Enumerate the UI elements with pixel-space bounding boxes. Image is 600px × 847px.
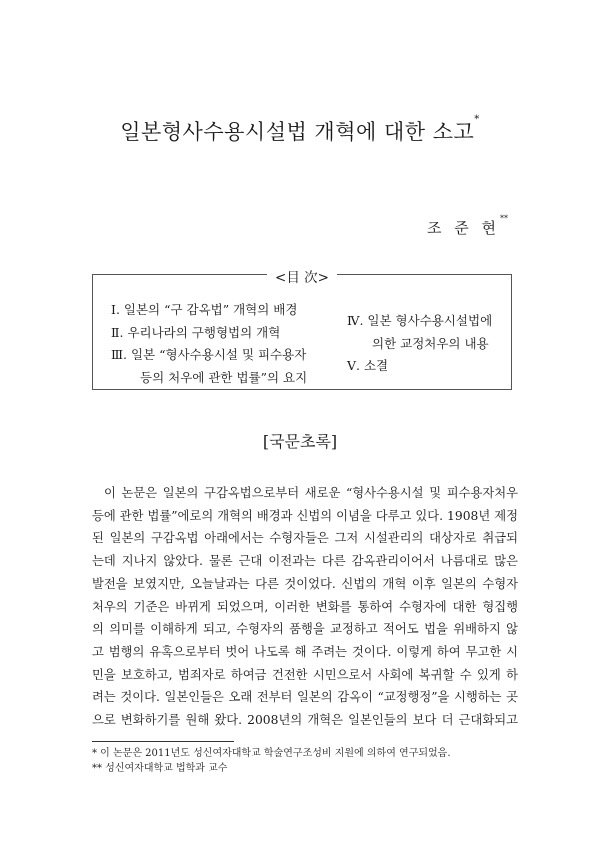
body-line: 등에 관한 법률”에로의 개혁의 배경과 신법의 이념을 다루고 있다. 1908년 제정 xyxy=(92,508,518,523)
toc-item-4: Ⅳ. 일본 형사수용시설법에 xyxy=(347,313,493,328)
toc-heading xyxy=(93,266,511,286)
title-footnote-mark: * xyxy=(474,114,480,125)
body-line: 의 의미를 이해하게 되고, 수형자의 품행을 교정하고 적어도 법을 위배하지 않 xyxy=(92,622,518,637)
toc-item-3-continued: 등의 처우에 관한 법률”의 요지 xyxy=(140,369,308,385)
paper-title-text: 일본형사수용시설법 개혁에 대한 소고 xyxy=(120,120,475,144)
footnotes xyxy=(92,746,451,776)
body-line: 고 범행의 유혹으로부터 벗어 나도록 해 주려는 것이다. 이렇게 하여 무고한 시 xyxy=(92,644,518,659)
toc-item-1: Ⅰ. 일본의 “구 감옥법” 개혁의 배경 xyxy=(111,302,298,317)
body-line: 발전을 보였지만, 오늘날과는 다른 것이었다. 신법의 개혁 이후 일본의 수형자 xyxy=(92,576,518,591)
toc-right-column xyxy=(347,310,492,378)
footnote-divider xyxy=(92,741,234,742)
footnote-1: * 이 논문은 2011년도 성신여자대학교 학술연구조성비 지원에 의하여 연구되었음. xyxy=(92,748,451,759)
toc-left-column xyxy=(111,299,307,389)
body-line: 려는 것이다. 일본인들은 오래 전부터 일본의 감옥이 “교정행정”을 시행하는 곳 xyxy=(92,690,518,705)
body-line: 이 논문은 일본의 구감옥법으로부터 새로운 “형사수용시설 및 피수용자처우 xyxy=(104,486,518,500)
abstract-body xyxy=(92,482,518,732)
body-line: 민을 보호하고, 범죄자로 하여금 건전한 시민으로서 사회에 복귀할 수 있게 하 xyxy=(92,667,518,682)
author-footnote-mark: ** xyxy=(500,214,508,223)
table-of-contents xyxy=(92,270,512,390)
body-line: 처우의 기준은 바뀌게 되었으며, 이러한 변화를 통하여 수형자에 대한 형집행 xyxy=(92,599,518,614)
body-line: 는데 지나지 않았다. 물론 근대 이전과는 다른 감옥관리이어서 나름대로 많은 xyxy=(92,554,518,569)
toc-heading-text: <目 次> xyxy=(267,270,337,286)
abstract-heading: [국문초록] xyxy=(262,432,338,451)
toc-item-2: Ⅱ. 우리나라의 구행형법의 개혁 xyxy=(111,324,281,340)
author-name xyxy=(426,214,508,238)
body-line: 으로 변화하기를 원해 왔다. 2008년의 개혁은 일본인들의 보다 더 근대화되고 xyxy=(92,713,518,728)
footnote-2: ** 성신여자대학교 법학과 교수 xyxy=(92,763,228,774)
toc-item-4-continued: 의한 교정처우의 내용 xyxy=(372,335,489,351)
toc-item-5: Ⅴ. 소결 xyxy=(347,358,389,373)
toc-item-3: Ⅲ. 일본 “형사수용시설 및 피수용자 xyxy=(111,347,307,362)
paper-title xyxy=(0,116,600,146)
author-name-text: 조 준 현 xyxy=(426,219,500,237)
body-line: 된 일본의 구감옥법 아래에서는 수형자들은 그저 시설관리의 대상자로 취급되 xyxy=(92,531,518,546)
